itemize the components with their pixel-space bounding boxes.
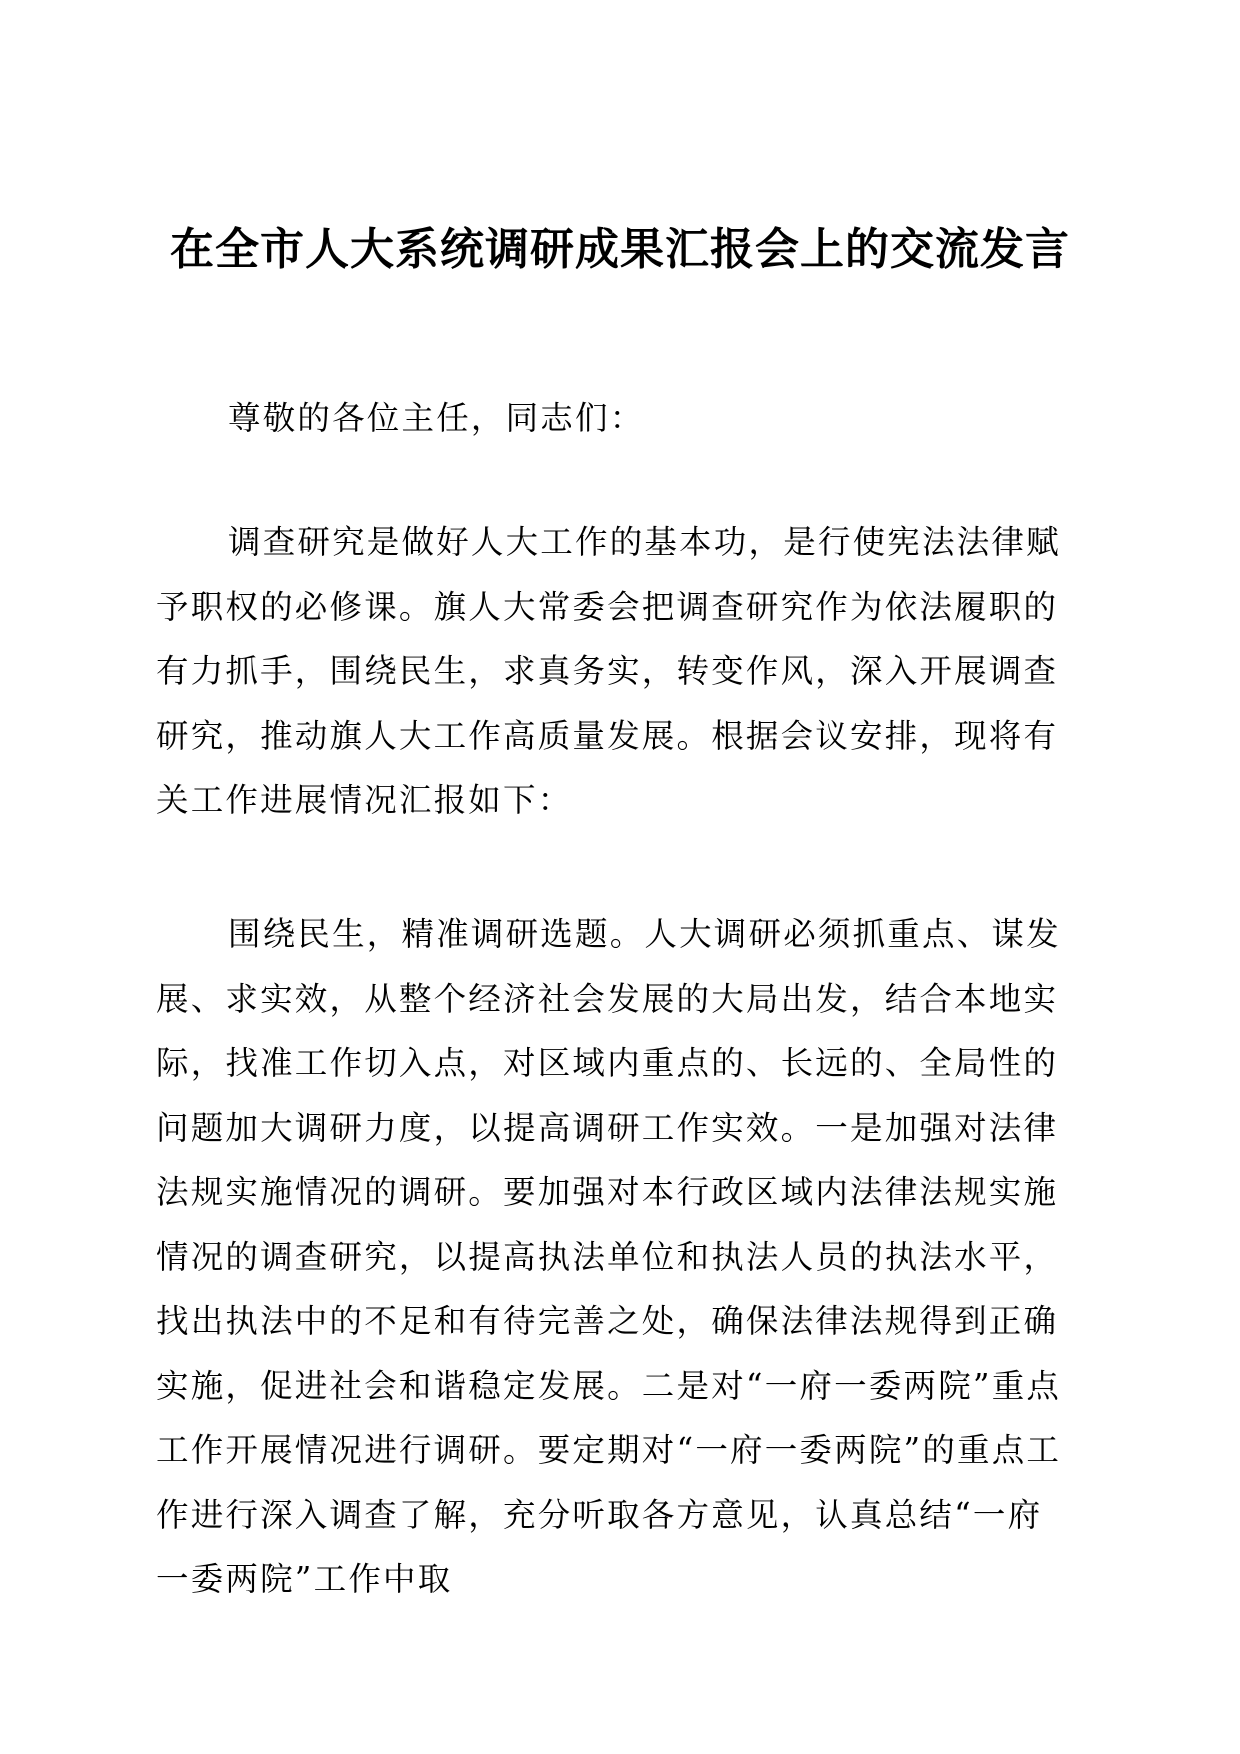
paragraph-livelihood-research: 围绕民生，精准调研选题。人大调研必须抓重点、谋发展、求实效，从整个经济社会发展的大局出发，结合本地实际，找准工作切入点，对区域内重点的、长远的、全局性的问题加大调研力度，以提高调研工作实效。一是加强对法律法规实施情况的调研。要加强对本行政区域内法律法规实施情况的调查研究，以提高执法单位和执法人员的执法水平，找出执法中的不足和有待完善之处，确保法律法规得到正确实施，促进社会和谐稳定发展。二是对“一府一委两院”重点工作开展情况进行调研。要定期对“一府一委两院”的重点工作进行深入调查了解，充分听取各方意见，认真总结“一府一委两院”工作中取 [156, 915, 1062, 1598]
salutation: 尊敬的各位主任，同志们： [228, 399, 645, 437]
paragraph-intro: 调查研究是做好人大工作的基本功，是行使宪法法律赋予职权的必修课。旗人大常委会把调查研究作为依法履职的有力抓手，围绕民生，求真务实，转变作风，深入开展调查研究，推动旗人大工作高质量发展。根据会议安排，现将有关工作进展情况汇报如下： [156, 523, 1061, 819]
document-title: 在全市人大系统调研成果汇报会上的交流发言 [170, 224, 1070, 275]
